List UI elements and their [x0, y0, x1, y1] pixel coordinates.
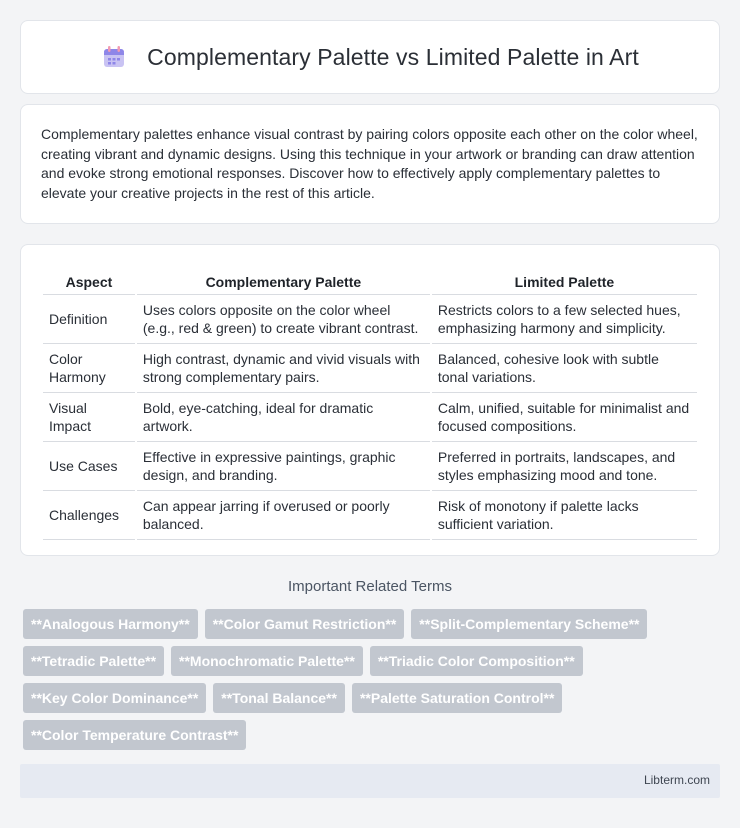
row-complementary: Effective in expressive paintings, graphic design, and branding. [137, 442, 430, 491]
intro-text: Complementary palettes enhance visual contrast by pairing colors opposite each other on the color wheel, creating vibrant and dynamic designs. Using this technique in your artwork or branding can draw attention and evoke strong emotional responses. Discover how to effectively apply complementary palettes to elevate your creative projects in the rest of this article. [41, 126, 698, 201]
row-aspect: Color Harmony [43, 344, 135, 393]
row-complementary: Bold, eye-catching, ideal for dramatic artwork. [137, 393, 430, 442]
comparison-table-card [20, 244, 720, 556]
header-complementary: Complementary Palette [137, 265, 430, 295]
row-aspect: Use Cases [43, 442, 135, 491]
related-term-tag[interactable]: **Monochromatic Palette** [171, 646, 363, 676]
related-term-tag[interactable]: **Color Gamut Restriction** [205, 609, 405, 639]
related-terms-list [23, 609, 713, 750]
row-limited: Restricts colors to a few selected hues, emphasizing harmony and simplicity. [432, 295, 697, 344]
related-term-tag[interactable]: **Split-Complementary Scheme** [411, 609, 647, 639]
footer-brand[interactable]: Libterm.com [643, 773, 710, 787]
related-term-tag[interactable]: **Key Color Dominance** [23, 683, 206, 713]
row-complementary: High contrast, dynamic and vivid visuals with strong complementary pairs. [137, 344, 430, 393]
row-limited: Calm, unified, suitable for minimalist and focused compositions. [432, 393, 697, 442]
intro-card [20, 104, 720, 224]
row-aspect: Challenges [43, 491, 135, 540]
related-term-tag[interactable]: **Tonal Balance** [213, 683, 345, 713]
title-card [20, 20, 720, 94]
header-aspect: Aspect [43, 265, 135, 295]
table-row [43, 393, 697, 442]
page-title: Complementary Palette vs Limited Palette in Art [147, 43, 639, 70]
row-limited: Balanced, cohesive look with subtle tonal variations. [432, 344, 697, 393]
related-terms-title: Important Related Terms [288, 578, 452, 595]
comparison-table [41, 265, 699, 540]
table-row [43, 491, 697, 540]
related-term-tag[interactable]: **Triadic Color Composition** [370, 646, 583, 676]
footer [20, 764, 720, 798]
calendar-icon [101, 44, 127, 70]
header-limited: Limited Palette [432, 265, 697, 295]
table-row [43, 442, 697, 491]
row-complementary: Can appear jarring if overused or poorly balanced. [137, 491, 430, 540]
table-row [43, 295, 697, 344]
related-term-tag[interactable]: **Color Temperature Contrast** [23, 720, 246, 750]
related-term-tag[interactable]: **Palette Saturation Control** [352, 683, 562, 713]
row-aspect: Definition [43, 295, 135, 344]
row-aspect: Visual Impact [43, 393, 135, 442]
table-header-row [43, 265, 697, 295]
related-term-tag[interactable]: **Analogous Harmony** [23, 609, 198, 639]
row-limited: Preferred in portraits, landscapes, and styles emphasizing mood and tone. [432, 442, 697, 491]
row-limited: Risk of monotony if palette lacks sufficient variation. [432, 491, 697, 540]
row-complementary: Uses colors opposite on the color wheel (e.g., red & green) to create vibrant contrast. [137, 295, 430, 344]
related-term-tag[interactable]: **Tetradic Palette** [23, 646, 164, 676]
table-row [43, 344, 697, 393]
